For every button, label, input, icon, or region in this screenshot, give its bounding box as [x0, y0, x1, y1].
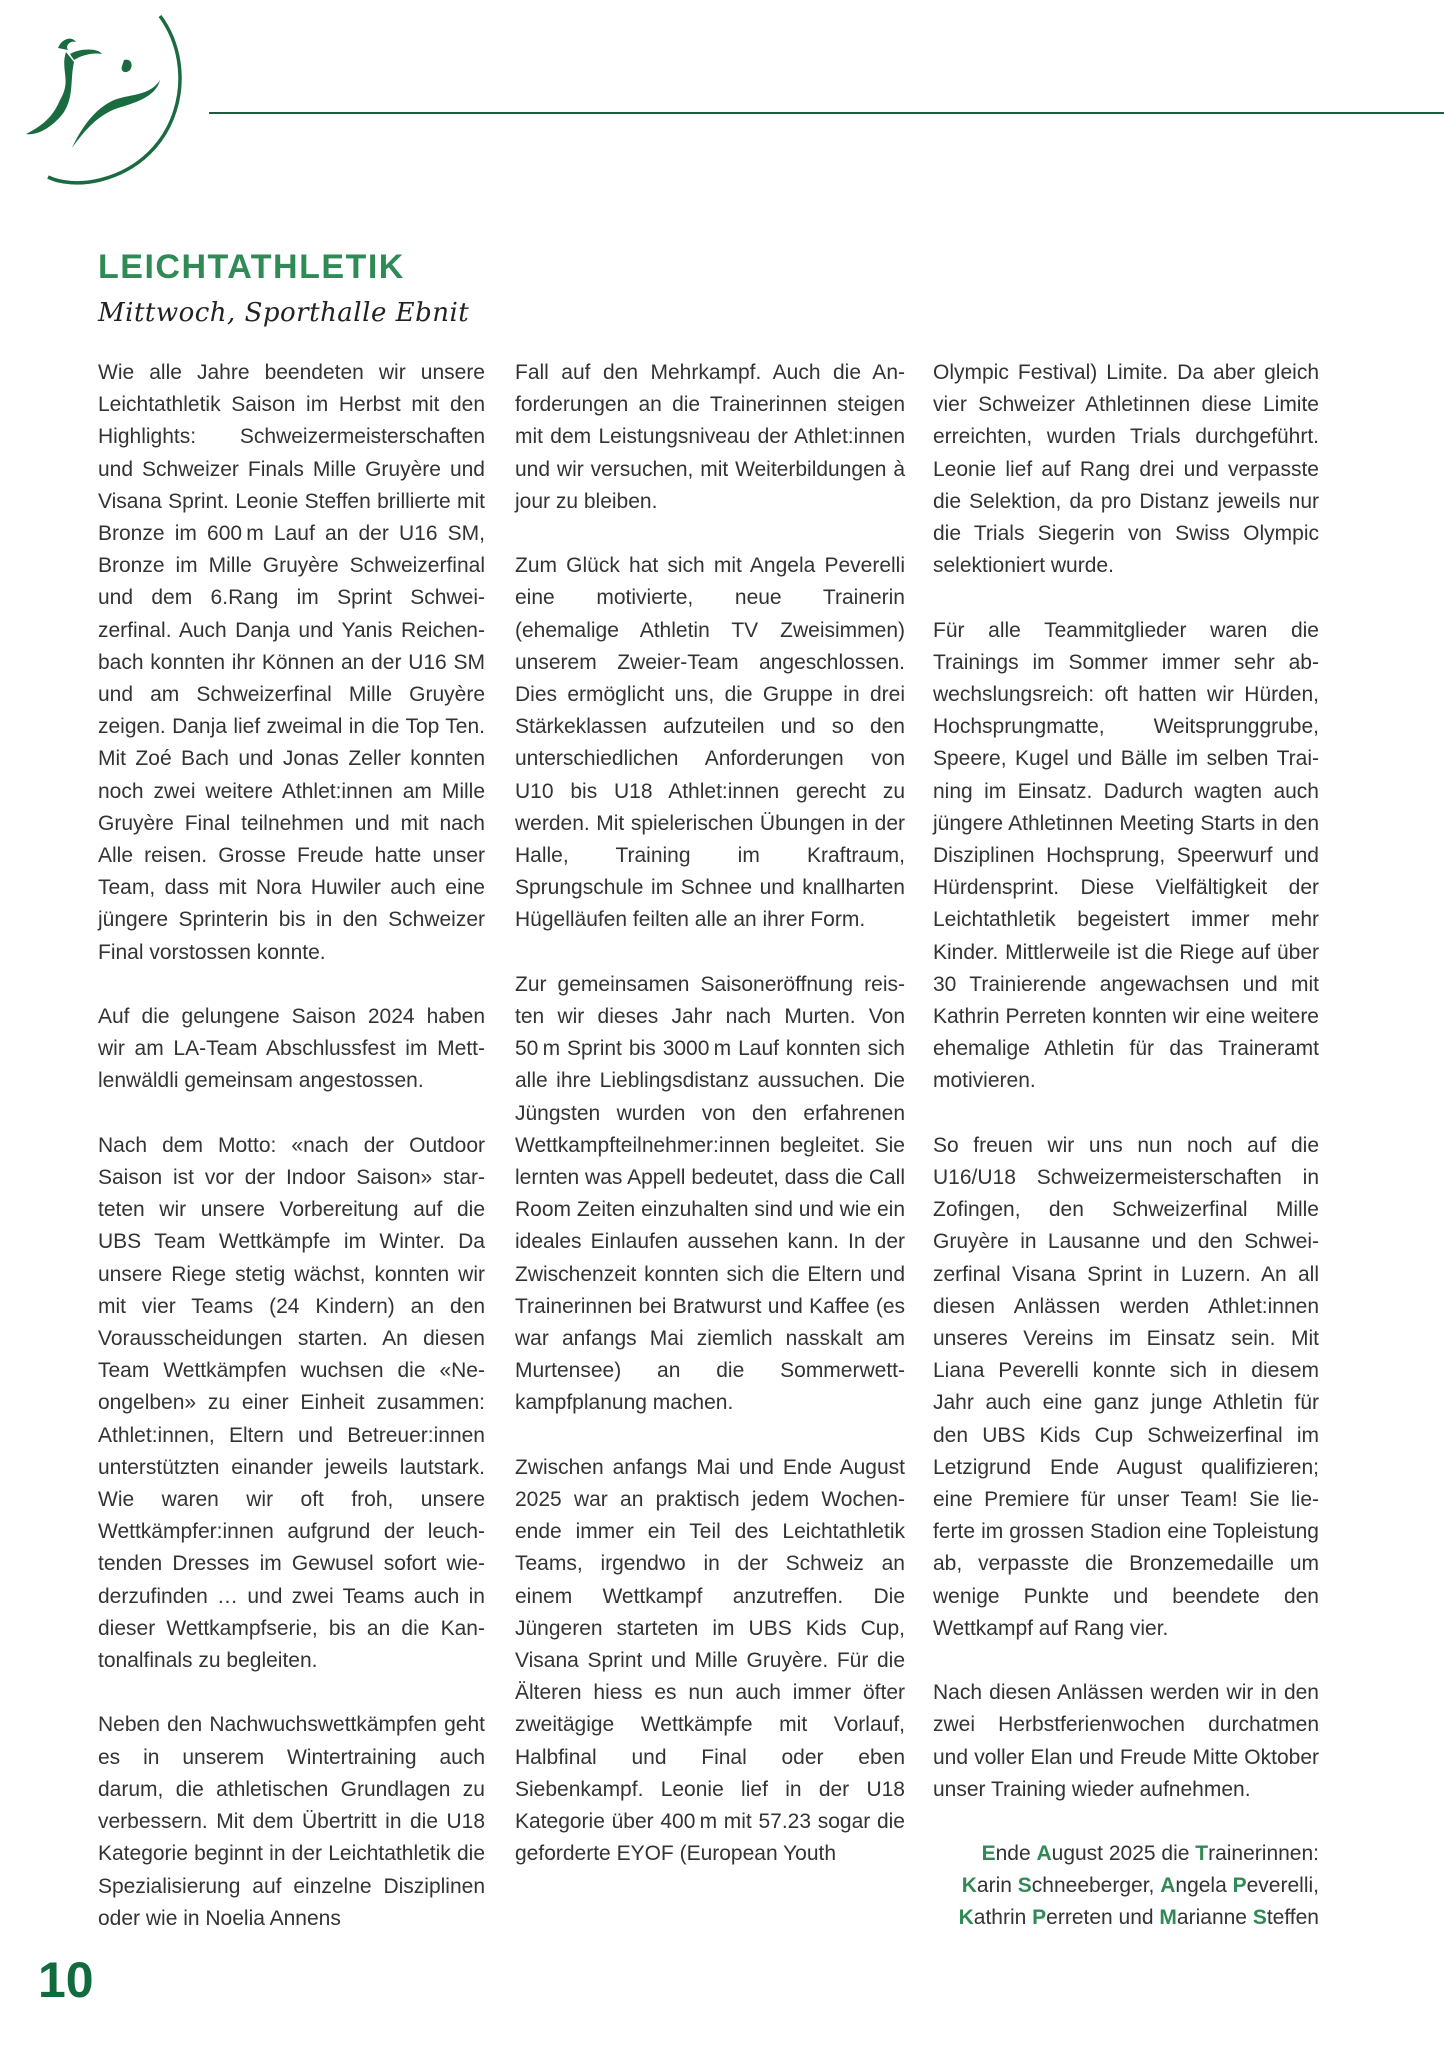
- signature-text: teffen: [1266, 1906, 1319, 1930]
- signature-text: arin: [976, 1874, 1018, 1898]
- paragraph: Olympic Festival) Limite. Da aber gleich vier Schweizer Athletinnen diese Limite erreichten, wurden Trials durchgeführt. Leonie lief auf Rang drei und verpasste die Selektion, da pro Distanz jeweils nur die Trials Siegerin von Swiss Olympic selektioniert wurde.: [933, 361, 1319, 578]
- header-rule: [209, 112, 1444, 114]
- signature-line: [933, 1838, 1319, 1870]
- paragraph: Wie alle Jahre beendeten wir unsere Leichtathletik Saison im Herbst mit den Highlights: Schweizermeisterschaften und Schweizer Finals Mille Gruyère und Visana Sprint. Leonie Steffen brillierte mit Bronze im 600 m Lauf an der U16 SM, Bronze im Mille Gruyère Schweizerfinal und dem 6.Rang im Sprint Schweizerfinal. Auch Danja und Yanis Reichenbach konnten ihr Können an der U16 SM und am Schweizerfinal Mille Gruyère zeigen. Danja lief zweimal in die Top Ten. Mit Zoé Bach und Jonas Zeller konnten noch zwei weitere Athlet:innen am Mille Gruyère Final teilnehmen und mit nach Alle reisen. Grosse Freude hatte unser Team, dass mit Nora Huwiler auch eine jüngere Sprinterin bis in den Schweizer Final vorstossen konnte.: [98, 361, 485, 964]
- signature-text: everelli,: [1246, 1874, 1319, 1898]
- paragraph: Neben den Nachwuchswettkämpfen geht es in unserem Wintertraining auch darum, die athletischen Grundlagen zu verbessern. Mit dem Übertritt in die U18 Kategorie beginnt in der Leichtathletik die Spezialisierung auf einzelne Disziplinen oder wie in Noelia Annens: [98, 1713, 485, 1930]
- initial: K: [961, 1874, 977, 1898]
- signature-line: [933, 1902, 1319, 1934]
- paragraph: Fall auf den Mehrkampf. Auch die Anforderungen an die Trainerinnen steigen mit dem Leistungsniveau der Athlet:innen und wir versuchen, mit Weiterbildungen à jour zu bleiben.: [515, 361, 905, 513]
- page-subtitle: Mittwoch, Sporthalle Ebnit: [98, 298, 470, 328]
- initial: S: [1252, 1906, 1267, 1930]
- paragraph: Zur gemeinsamen Saisoneröffnung reisten wir dieses Jahr nach Murten. Von 50 m Sprint bis 3000 m Lauf konnten sich alle ihre Lieblingsdistanz aussuchen. Die Jüngsten wurden von den erfahrenen Wettkampfteilnehmer:innen begleitet. Sie lernten was Appell bedeutet, dass die Call Room Zeiten einzuhalten sind und wie ein ideales Einlaufen aussehen kann. In der Zwischenzeit konnten sich die Eltern und Trainerinnen bei Bratwurst und Kaffee (es war anfangs Mai ziemlich nasskalt am Murtensee) an die Sommerwettkampfplanung machen.: [515, 972, 905, 1415]
- text-column-1: [98, 357, 485, 1967]
- club-logo: [10, 10, 185, 190]
- signature-text: ugust 2025 die: [1051, 1842, 1196, 1866]
- initial: E: [981, 1842, 996, 1866]
- page-number: 10: [38, 1952, 94, 2008]
- text-column-2: [515, 357, 905, 1903]
- paragraph: Auf die gelungene Saison 2024 haben wir am LA-Team Abschlussfest im Mettlenwäldli gemeinsam angestossen.: [98, 1005, 485, 1093]
- signature-text: athrin: [973, 1906, 1033, 1930]
- paragraph: Zum Glück hat sich mit Angela Peverelli eine motivierte, neue Trainerin (ehemalige Athletin TV Zweisimmen) unserem Zweier-Team angeschlossen. Dies ermöglicht uns, die Gruppe in drei Stärkeklassen aufzuteilen und so den unterschiedlichen Anforderungen von U10 bis U18 Athlet:innen gerecht zu werden. Mit spielerischen Übungen in der Halle, Training im Kraftraum, Sprungschule im Schnee und knallharten Hügelläufen feilten alle an ihrer Form.: [515, 554, 905, 932]
- initial: T: [1195, 1842, 1209, 1866]
- athlete-figures-in-circle-logo: [10, 10, 185, 190]
- initial: M: [1159, 1906, 1177, 1930]
- initial: A: [1036, 1842, 1052, 1866]
- paragraph: Nach dem Motto: «nach der Outdoor Saison ist vor der Indoor Saison» starteten wir unsere Vorbereitung auf die UBS Team Wettkämpfe im Winter. Da unsere Riege stetig wächst, konnten wir mit vier Teams (24 Kindern) an den Vorausscheidungen starten. An diesen Team Wettkämpfen wuchsen die «Neongelben» zu einer Einheit zusammen: Athlet:innen, Eltern und Betreuer:innen unterstützten einander jeweils lautstark. Wie waren wir oft froh, unsere Wettkämpfer:innen aufgrund der leuchtenden Dresses im Gewusel sofort wiederzufinden … und zwei Teams auch in dieser Wettkampfserie, bis an die Kantonalfinals zu begleiten.: [98, 1133, 485, 1673]
- initial: P: [1232, 1874, 1247, 1898]
- signature-text: rainerinnen:: [1208, 1842, 1319, 1866]
- signature-text: ngela: [1175, 1874, 1233, 1898]
- paragraph: So freuen wir uns nun noch auf die U16/U18 Schweizermeisterschaften in Zofingen, den Schweizerfinal Mille Gruyère in Lausanne und den Schweizerfinal Visana Sprint in Luzern. An all diesen Anlässen werden Athlet:innen unseres Vereins im Einsatz sein. Mit Liana Peverelli konnte sich in diesem Jahr auch eine ganz junge Athletin für den UBS Kids Cup Schweizerfinal im Letzigrund Ende August qualifizieren; eine Premiere für unser Team! Sie lieferte im grossen Stadion eine Topleistung ab, verpasste die Bronzemedaille um wenige Punkte und beendete den Wettkampf auf Rang vier.: [933, 1133, 1319, 1640]
- signature-line: [933, 1870, 1319, 1902]
- initial: K: [958, 1906, 974, 1930]
- paragraph: Für alle Teammitglieder waren die Trainings im Sommer immer sehr abwechslungsreich: oft hatten wir Hürden, Hochsprungmatte, Weitsprunggrube, Speere, Kugel und Bälle im selben Training im Einsatz. Dadurch wagten auch jüngere Athletinnen Meeting Starts in den Disziplinen Hochsprung, Speerwurf und Hürdensprint. Diese Vielfältigkeit der Leichtathletik begeistert immer mehr Kinder. Mittlerweile ist die Riege auf über 30 Trainierende angewachsen und mit Kathrin Perreten konnten wir eine weitere ehemalige Athletin für das Traineramt motivieren.: [933, 618, 1319, 1093]
- signature-text: nde: [995, 1842, 1037, 1866]
- signature-block: [933, 1838, 1319, 1934]
- initial: A: [1160, 1874, 1176, 1898]
- paragraph: Zwischen anfangs Mai und Ende August 2025 war an praktisch jedem Wochenende immer ein Teil des Leichtathletik Teams, irgendwo in der Schweiz an einem Wettkampf anzutreffen. Die Jüngeren starteten im UBS Kids Cup, Visana Sprint und Mille Gruyère. Für die Älteren hiess es nun auch immer öfter zweitägige Wettkämpfe mit Vorlauf, Halbfinal und Final oder eben Siebenkampf. Leonie lief in der U18 Kategorie über 400 m mit 57.23 sogar die geforderte EYOF (European Youth: [515, 1455, 905, 1866]
- signature-text: chneeberger,: [1031, 1874, 1161, 1898]
- initial: S: [1017, 1874, 1032, 1898]
- signature-text: erreten und: [1046, 1906, 1160, 1930]
- page-title: LEICHTATHLETIK: [98, 248, 405, 286]
- signature-text: arianne: [1176, 1906, 1253, 1930]
- initial: P: [1032, 1906, 1047, 1930]
- text-column-3: [933, 357, 1319, 1934]
- paragraph: Nach diesen Anlässen werden wir in den zwei Herbstferienwochen durchatmen und voller Elan und Freude Mitte Oktober unser Training wieder aufnehmen.: [933, 1681, 1319, 1801]
